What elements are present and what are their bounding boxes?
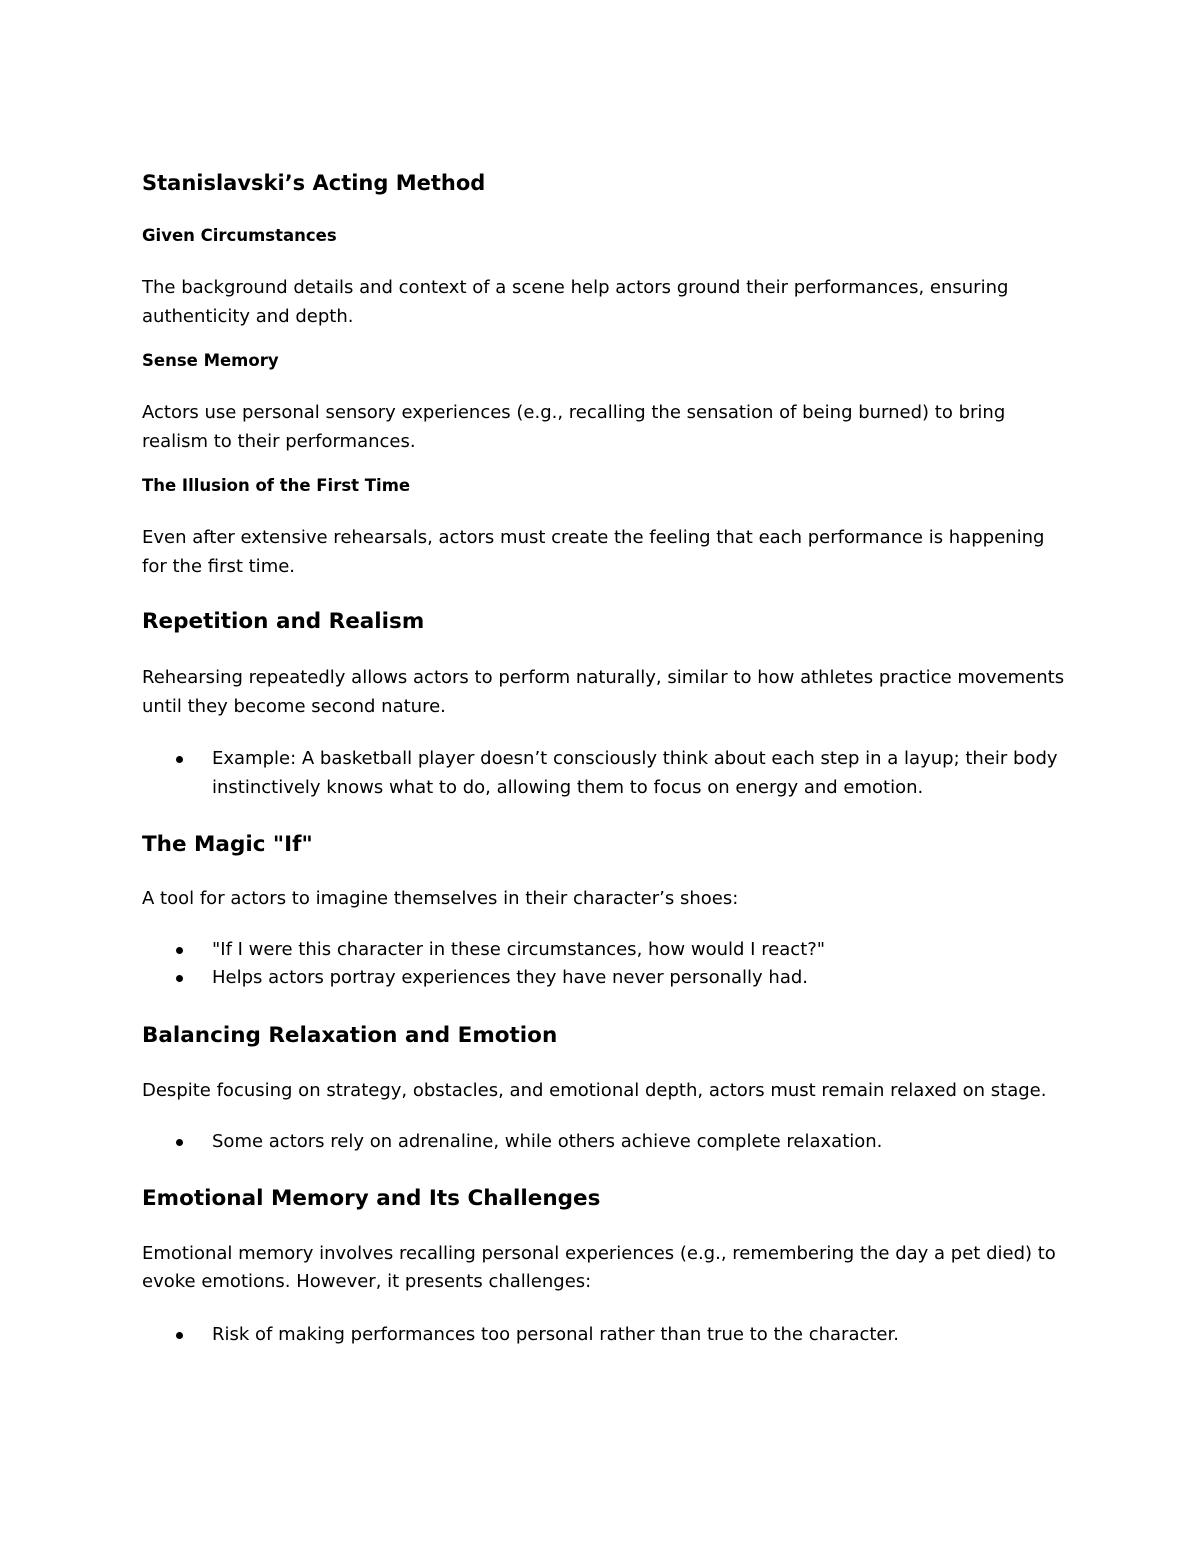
illusion-heading: The Illusion of the First Time: [142, 476, 411, 495]
emotional-memory-text: Emotional memory involves recalling personal experiences (e.g., remembering the day a pet died) to evoke emotions. However, it presents challenges:: [142, 1242, 1056, 1292]
list-item-text: Example: A basketball player doesn’t consciously think about each step in a layup; their body instinctively knows what to do, allowing them to focus on energy and emotion.: [212, 748, 1058, 798]
balancing-text: Despite focusing on strategy, obstacles, and emotional depth, actors must remain relaxed on stage.: [142, 1079, 1047, 1101]
sense-memory-text: Actors use personal sensory experiences (e.g., recalling the sensation of being burned) to bring realism to their performances.: [142, 402, 1006, 452]
list-item-text: Risk of making performances too personal rather than true to the character.: [212, 1323, 899, 1345]
repetition-bullet-list: [142, 745, 1072, 802]
emotional-memory-bullet-list: [142, 1321, 1072, 1350]
list-item-text: "If I were this character in these circumstances, how would I react?": [212, 938, 826, 960]
bullet-dot: [176, 975, 183, 982]
given-circumstances-text: The background details and context of a scene help actors ground their performances, ensuring authenticity and depth.: [142, 277, 1009, 327]
magic-if-heading: The Magic "If": [142, 832, 313, 857]
bullet-dot: [176, 756, 183, 763]
repetition-heading: Repetition and Realism: [142, 609, 425, 634]
repetition-text: Rehearsing repeatedly allows actors to perform naturally, similar to how athletes practice movements until they become second nature.: [142, 667, 1065, 717]
given-circumstances-heading: Given Circumstances: [142, 226, 337, 245]
list-item: [142, 1321, 1072, 1350]
balancing-bullet-list: [142, 1128, 1072, 1157]
magic-if-text: A tool for actors to imagine themselves in their character’s shoes:: [142, 888, 739, 909]
list-item: [142, 964, 1072, 993]
list-item: [142, 936, 1072, 965]
illusion-text: Even after extensive rehearsals, actors must create the feeling that each performance is happening for the first time.: [142, 527, 1045, 577]
bullet-dot: [176, 1139, 183, 1146]
document-page: [142, 168, 1072, 1349]
bullet-dot: [176, 947, 183, 954]
list-item-text: Helps actors portray experiences they have never personally had.: [212, 967, 809, 988]
list-item: [142, 1128, 1072, 1157]
sense-memory-heading: Sense Memory: [142, 351, 279, 370]
document-title: Stanislavski’s Acting Method: [142, 171, 486, 195]
magic-if-bullet-list: [142, 936, 1072, 993]
balancing-heading: Balancing Relaxation and Emotion: [142, 1022, 558, 1048]
list-item-text: Some actors rely on adrenaline, while others achieve complete relaxation.: [212, 1131, 883, 1152]
bullet-dot: [176, 1332, 183, 1339]
list-item: [142, 745, 1072, 802]
emotional-memory-heading: Emotional Memory and Its Challenges: [142, 1185, 601, 1211]
